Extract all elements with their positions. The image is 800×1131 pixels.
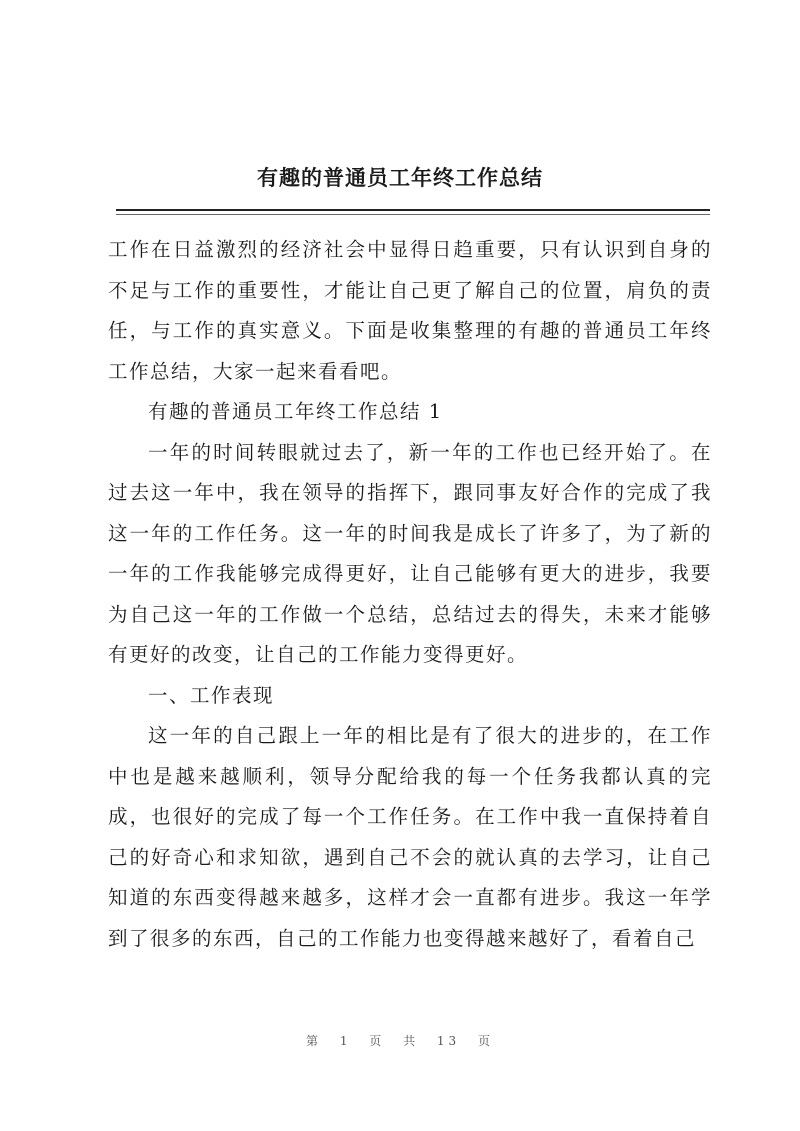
body-paragraph: 这一年的自己跟上一年的相比是有了很大的进步的，在工作中也是越来越顺利，领导分配给我的每一个任务我都认真的完成，也很好的完成了每一个工作任务。在工作中我一直保持着自己的好奇心和求知欲，遇到自己不会的就认真的去学习，让自己知道的东西变得越来越多，这样才会一直都有进步。我这一年学到了很多的东西，自己的工作能力也变得越来越好了，看着自己 xyxy=(108,724,712,950)
subsection-heading: 一、工作表现 xyxy=(148,683,275,707)
section-heading: 有趣的普通员工年终工作总结 1 xyxy=(148,400,443,423)
document-title: 有趣的普通员工年终工作总结 xyxy=(257,165,543,190)
document-body xyxy=(108,230,712,959)
intro-paragraph: 工作在日益激烈的经济社会中显得日趋重要，只有认识到自身的不足与工作的重要性，才能让自己更了解自己的位置，肩负的责任，与工作的真实意义。下面是收集整理的有趣的普通员工年终工作总结，大家一起来看看吧。 xyxy=(108,238,712,383)
title-underline xyxy=(116,209,710,211)
body-paragraph: 一年的时间转眼就过去了，新一年的工作也已经开始了。在过去这一年中，我在领导的指挥下，跟同事友好合作的完成了我这一年的工作任务。这一年的时间我是成长了许多了，为了新的一年的工作我能够完成得更好，让自己能够有更大的进步，我要为自己这一年的工作做一个总结，总结过去的得失，未来才能够有更好的改变，让自己的工作能力变得更好。 xyxy=(108,440,712,666)
title-underline-thin xyxy=(116,214,710,215)
page-number-footer: 第 1 页 共 13 页 xyxy=(306,1034,494,1048)
